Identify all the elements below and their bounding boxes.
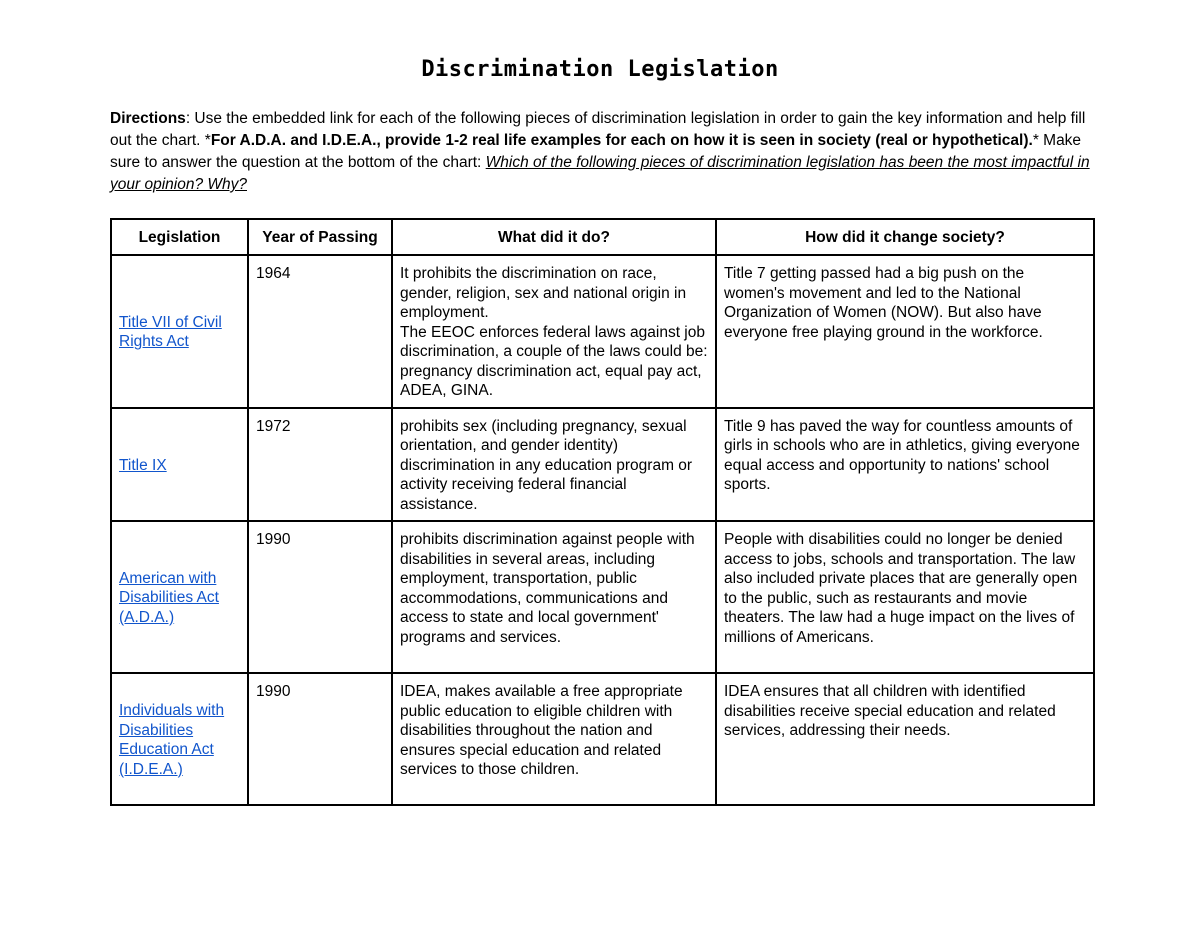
year-cell: 1964 xyxy=(248,255,392,408)
change-cell: People with disabilities could no longer be denied access to jobs, schools and transportation. The law also included private places that are generally open to the public, such as restaurants and movie theaters. The law had a huge impact on the lives of millions of Americans. xyxy=(716,521,1094,673)
year-cell: 1990 xyxy=(248,673,392,805)
legislation-cell xyxy=(111,255,248,408)
header-year-of-passing: Year of Passing xyxy=(248,219,392,255)
table-row xyxy=(111,521,1094,673)
directions-text-1: : Use the embedded link for each of the following pieces of discrimination legislation in order to gain the key information and help fill out the chart. * xyxy=(110,110,1086,149)
directions-bold-instruction: For A.D.A. and I.D.E.A., provide 1-2 real life examples for each on how it is seen in society (real or hypothetical). xyxy=(210,132,1033,149)
table-row xyxy=(111,408,1094,522)
table-row xyxy=(111,673,1094,805)
link-ada[interactable]: American with Disabilities Act (A.D.A.) xyxy=(119,569,219,626)
directions-label: Directions xyxy=(110,110,186,127)
directions-question: Which of the following pieces of discrimination legislation has been the most impactful in your opinion? Why? xyxy=(110,154,1090,193)
directions-text-2: * Make sure to answer the question at the bottom of the chart: xyxy=(110,132,1082,171)
header-how-did-it-change-society: How did it change society? xyxy=(716,219,1094,255)
legislation-table xyxy=(110,218,1095,806)
legislation-cell xyxy=(111,673,248,805)
header-what-did-it-do: What did it do? xyxy=(392,219,716,255)
page-title: Discrimination Legislation xyxy=(421,57,779,82)
table-row xyxy=(111,255,1094,408)
change-cell: IDEA ensures that all children with identified disabilities receive special education and related services, addressing their needs. xyxy=(716,673,1094,805)
link-title-vii[interactable]: Title VII of Civil Rights Act xyxy=(119,313,222,351)
year-cell: 1972 xyxy=(248,408,392,522)
link-idea[interactable]: Individuals with Disabilities Education Act (I.D.E.A.) xyxy=(119,702,225,778)
what-cell: prohibits sex (including pregnancy, sexual orientation, and gender identity) discrimination in any education program or activity receiving federal financial assistance. xyxy=(392,408,716,522)
change-cell: Title 7 getting passed had a big push on the women's movement and led to the National Organization of Women (NOW). But also have everyone free playing ground in the workforce. xyxy=(716,255,1094,408)
table-header-row xyxy=(111,219,1094,255)
year-cell: 1990 xyxy=(248,521,392,673)
what-cell: IDEA, makes available a free appropriate public education to eligible children with disabilities throughout the nation and ensures special education and related services to those children. xyxy=(392,673,716,805)
legislation-cell xyxy=(111,408,248,522)
header-legislation: Legislation xyxy=(111,219,248,255)
directions-paragraph xyxy=(110,108,1095,196)
legislation-cell xyxy=(111,521,248,673)
what-cell: It prohibits the discrimination on race, gender, religion, sex and national origin in employment. The EEOC enforces federal laws against job discrimination, a couple of the laws could be: pregnancy discrimination act, equal pay act, ADEA, GINA. xyxy=(392,255,716,408)
change-cell: Title 9 has paved the way for countless amounts of girls in schools who are in athletics, giving everyone equal access and opportunity to nations' school sports. xyxy=(716,408,1094,522)
link-title-ix[interactable]: Title IX xyxy=(119,456,167,474)
what-cell: prohibits discrimination against people with disabilities in several areas, including employment, transportation, public accommodations, communications and access to state and local government' programs and services. xyxy=(392,521,716,673)
